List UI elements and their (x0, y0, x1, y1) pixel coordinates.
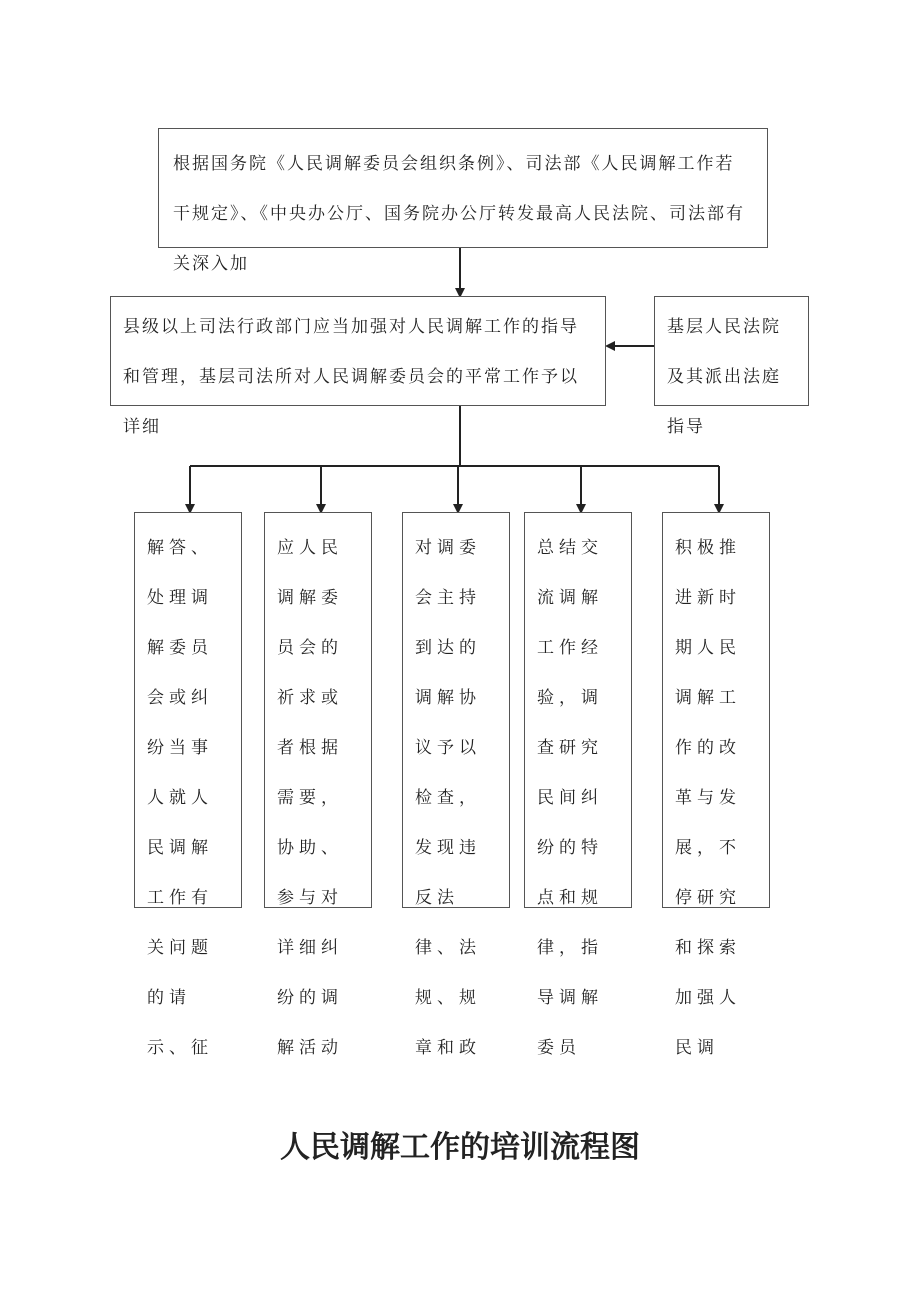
top-box-regulations (158, 128, 768, 274)
column-box-3 (402, 512, 510, 1058)
column-text-1: 解答、处理调解委员会或纠纷当事人就人民调解工作有关问题的请示、征 (147, 538, 213, 1058)
middle-box-text: 县级以上司法行政部门应当加强对人民调解工作的指导和管理，基层司法所对人民调解委员会的平常工作予以详细 (123, 317, 579, 437)
column-box-1 (134, 512, 242, 1058)
column-box-4 (524, 512, 632, 1058)
diagram-caption: 人民调解工作的培训流程图 (280, 1130, 640, 1165)
column-text-5: 积极推进新时期人民调解工作的改革与发展，不停研究和探索加强人民调 (675, 538, 741, 1058)
side-box-court-guidance (654, 296, 809, 437)
top-box-text: 根据国务院《人民调解委员会组织条例》、司法部《人民调解工作若干规定》、《中央办公厅、国务院办公厅转发最高人民法院、司法部有关深入加 (173, 154, 745, 274)
column-box-2 (264, 512, 372, 1058)
column-text-3: 对调委会主持到达的调解协议予以检查，发现违反法律、法规、规章和政 (415, 538, 481, 1058)
middle-box-guidance (110, 296, 606, 437)
column-text-4: 总结交流调解工作经验，调查研究民间纠纷的特点和规律，指导调解委员 (537, 538, 603, 1058)
column-text-2: 应人民调解委员会的祈求或者根据需要，协助、参与对详细纠纷的调解活动 (277, 538, 343, 1058)
side-box-text: 基层人民法院及其派出法庭指导 (667, 317, 781, 437)
column-box-5 (662, 512, 770, 1058)
